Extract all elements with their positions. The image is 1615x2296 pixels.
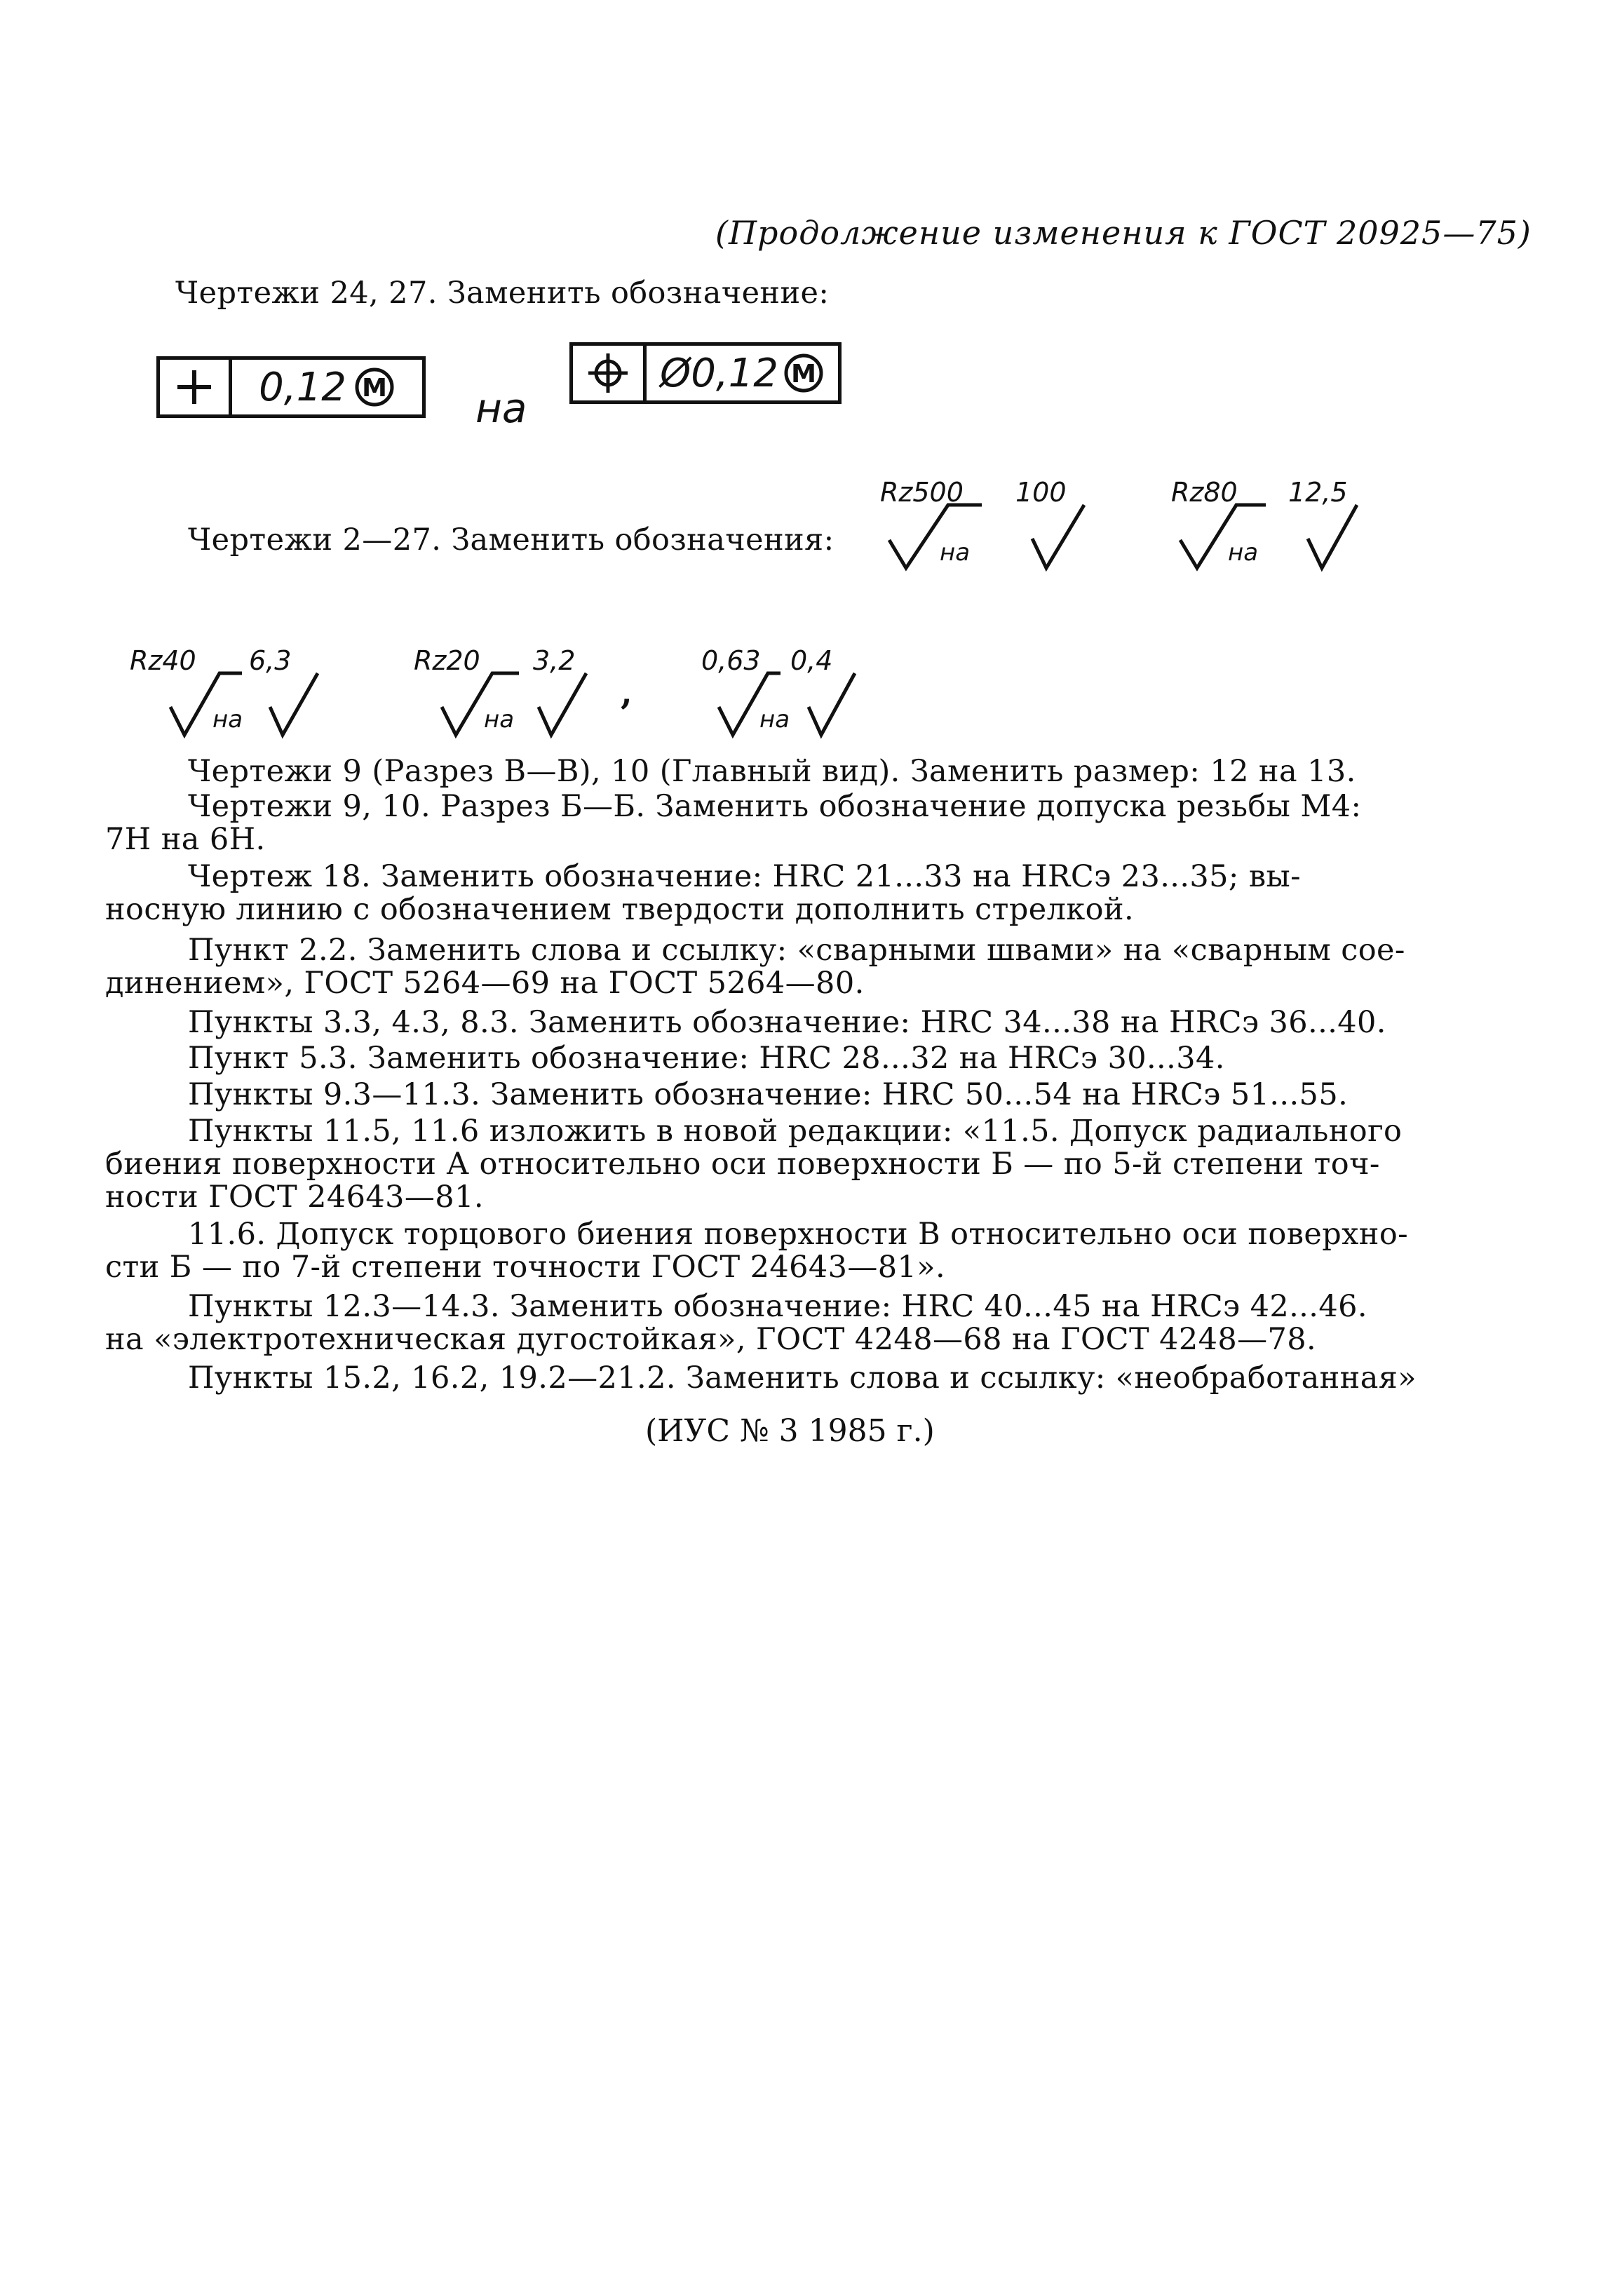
- roughness-checmarks: [414, 645, 617, 743]
- roughness-old-value: Rz40: [130, 645, 196, 676]
- modifier-letter-new: M: [790, 360, 816, 389]
- text-line-14: 11.6. Допуск торцового биения поверхности В относительно оси поверхно-: [188, 1217, 1409, 1252]
- roughness-old-value: Rz80: [1171, 477, 1238, 508]
- circled-m-icon: [353, 366, 396, 408]
- roughness-new-value: 100: [1015, 477, 1067, 508]
- roughness-pair-2: [1168, 477, 1385, 575]
- tolerance-value-cell: [232, 360, 422, 414]
- cross-position-icon: [173, 366, 215, 408]
- text-line-8: Пункты 3.3, 4.3, 8.3. Заменить обозначение: HRC 34...38 на HRCэ 36...40.: [188, 1005, 1386, 1040]
- text-line-10: Пункты 9.3—11.3. Заменить обозначение: HRC 50...54 на HRCэ 51...55.: [188, 1077, 1349, 1112]
- roughness-old-value: Rz500: [880, 477, 964, 508]
- tolerance-frame-new: [569, 342, 842, 404]
- roughness-pair-5: [691, 645, 887, 743]
- text-line-3: 7Н на 6Н.: [105, 822, 266, 857]
- text-line-11: Пункты 11.5, 11.6 изложить в новой редакции: «11.5. Допуск радиального: [188, 1114, 1403, 1149]
- text-line-13: ности ГОСТ 24643—81.: [105, 1180, 484, 1215]
- roughness-pair-1: [877, 477, 1108, 575]
- text-line-4: Чертеж 18. Заменить обозначение: HRC 21...33 на HRCэ 23...35; вы-: [188, 859, 1302, 894]
- tolerance-value-cell-new: [647, 346, 838, 400]
- na-connector: на: [1228, 539, 1259, 567]
- page-header: (Продолжение изменения к ГОСТ 20925—75): [715, 214, 1532, 252]
- position-tolerance-icon: [586, 351, 630, 396]
- page-footer: (ИУС № 3 1985 г.): [645, 1413, 935, 1449]
- tolerance-new-value: Ø0,12: [660, 350, 778, 396]
- text-line-1: Чертежи 9 (Разрез В—В), 10 (Главный вид). Заменить размер: 12 на 13.: [188, 754, 1356, 789]
- roughness-pair-3: [130, 645, 340, 743]
- roughness-checkmarks: [877, 477, 1108, 575]
- tolerance-old-value: 0,12: [259, 364, 346, 410]
- roughness-new-value: 12,5: [1288, 477, 1348, 508]
- text-line-15: сти Б — по 7-й степени точности ГОСТ 24643—81».: [105, 1250, 946, 1285]
- roughness-new-value: 3,2: [533, 645, 576, 676]
- roughness-old-value: Rz20: [414, 645, 480, 676]
- text-line-7: динением», ГОСТ 5264—69 на ГОСТ 5264—80.: [105, 966, 865, 1001]
- comma-separator: ,: [621, 673, 633, 713]
- na-connector: на: [212, 705, 243, 734]
- modifier-letter-old: M: [361, 374, 387, 403]
- roughness-new-value: 0,4: [790, 645, 833, 676]
- na-connector: на: [759, 705, 790, 734]
- text-line-12: биения поверхности А относительно оси поверхности Б — по 5-й степени точ-: [105, 1147, 1380, 1182]
- na-connector-tolerance: на: [475, 384, 527, 432]
- position-symbol-cell: [160, 360, 232, 414]
- roughness-pair-4: [414, 645, 617, 743]
- circled-m-icon: [783, 352, 825, 394]
- drawings-24-27-text: Чертежи 24, 27. Заменить обозначение:: [175, 276, 830, 311]
- drawings-2-27-text: Чертежи 2—27. Заменить обозначения:: [188, 522, 834, 558]
- text-line-17: на «электротехническая дугостойкая», ГОСТ 4248—68 на ГОСТ 4248—78.: [105, 1322, 1317, 1357]
- text-line-5: носную линию с обозначением твердости дополнить стрелкой.: [105, 892, 1135, 927]
- roughness-old-value: 0,63: [701, 645, 761, 676]
- text-line-6: Пункт 2.2. Заменить слова и ссылку: «сварными швами» на «сварным сое-: [188, 933, 1405, 968]
- text-line-2: Чертежи 9, 10. Разрез Б—Б. Заменить обозначение допуска резьбы М4:: [188, 789, 1362, 824]
- text-line-16: Пункты 12.3—14.3. Заменить обозначение: HRC 40...45 на HRCэ 42...46.: [188, 1289, 1367, 1324]
- tolerance-frame-old: [156, 356, 426, 418]
- na-connector: на: [940, 539, 971, 567]
- na-connector: на: [484, 705, 515, 734]
- text-line-9: Пункт 5.3. Заменить обозначение: HRC 28...32 на HRCэ 30...34.: [188, 1041, 1225, 1076]
- roughness-checkmarks: [1168, 477, 1385, 575]
- text-line-18: Пункты 15.2, 16.2, 19.2—21.2. Заменить слова и ссылку: «необработанная»: [188, 1360, 1417, 1396]
- roughness-new-value: 6,3: [249, 645, 292, 676]
- position-symbol-cell-new: [573, 346, 647, 400]
